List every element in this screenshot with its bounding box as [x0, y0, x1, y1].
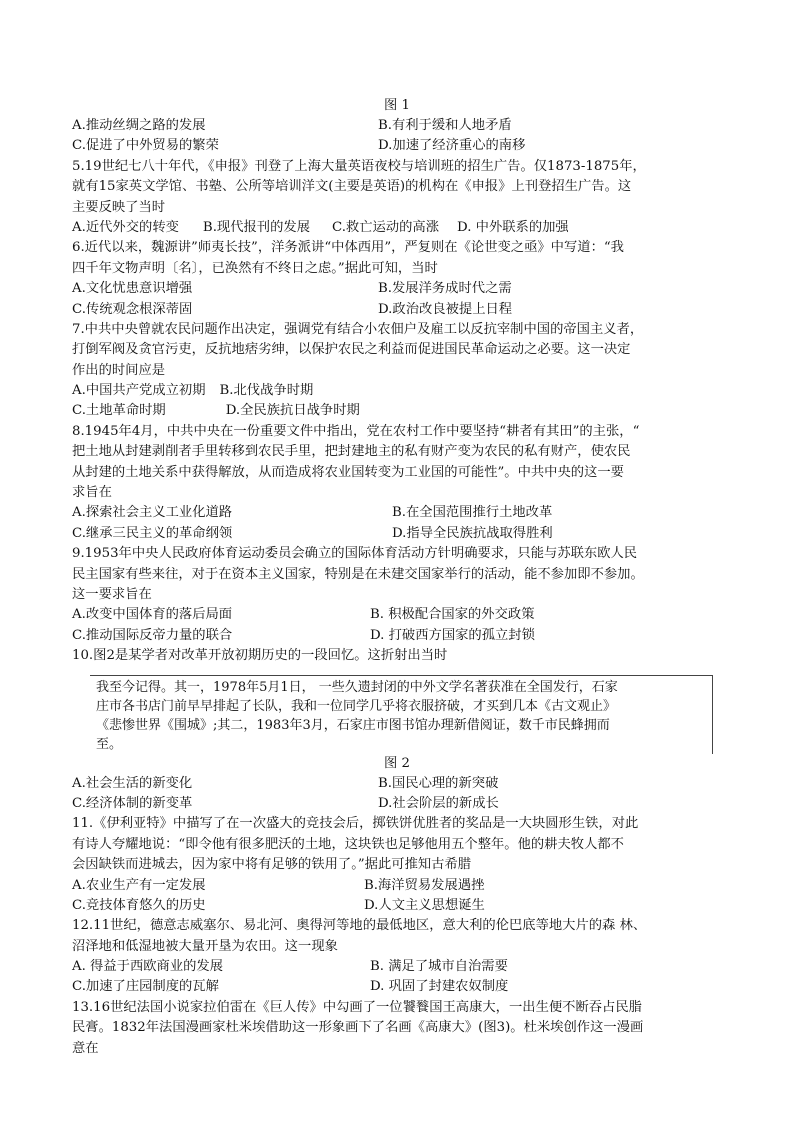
question-9-stem-line: 这一要求旨在 [72, 586, 152, 602]
question-10-stem-line: 10.图2是某学者对改革开放初期历史的一段回忆。这折射出当时 [72, 648, 448, 664]
option-d[interactable]: D.加速了经济重心的南移 [378, 138, 526, 154]
option-a[interactable]: A.探索社会主义工业化道路 [72, 505, 233, 521]
quote-line: 《悲惨世界《围城》;其二，1983年3月，石家庄市图书馆办理新借阅证，数千市民蜂拥而 [96, 717, 610, 733]
option-c[interactable]: C.经济体制的新变革 [72, 795, 193, 811]
question-11 [72, 814, 722, 916]
option-b[interactable]: B.国民心理的新突破 [378, 775, 499, 791]
question-12 [72, 916, 722, 998]
question-5 [72, 157, 722, 239]
question-13 [72, 998, 722, 1059]
quote-line: 我至今记得。其一，1978年5月1日， 一些久遗封闭的中外文学名著获准在全国发行，石家 [96, 679, 618, 695]
question-6 [72, 238, 722, 320]
question-8-stem-line: 求旨在 [72, 485, 112, 501]
option-b[interactable]: B.海洋贸易发展遇挫 [364, 877, 485, 893]
option-c[interactable]: C.加速了庄园制度的瓦解 [72, 979, 219, 995]
figure-2-caption: 图 2 [384, 755, 410, 771]
option-b[interactable]: B. 积极配合国家的外交政策 [370, 607, 535, 623]
option-b[interactable]: B. 满足了城市自治需要 [370, 959, 508, 975]
option-c[interactable]: C.救亡运动的高涨 [332, 219, 440, 235]
exam-page [72, 96, 722, 1059]
option-a[interactable]: A.中国共产党成立初期 [72, 383, 206, 399]
question-7-stem-line: 7.中共中央曾就农民问题作出决定，强调党有结合小农佃户及雇工以反抗宰制中国的帝国主义者， [72, 321, 644, 337]
question-9 [72, 544, 722, 646]
option-a[interactable]: A.社会生活的新变化 [72, 775, 193, 791]
option-a[interactable]: A.改变中国体育的落后局面 [72, 607, 233, 623]
option-b[interactable]: B.现代报刊的发展 [202, 219, 310, 235]
option-b[interactable]: B.发展洋务成时代之需 [378, 281, 512, 297]
question-11-stem-line: 11.《伊利亚特》中描写了在一次盛大的竞技会后，掷铁饼优胜者的奖品是一大块圆形生铁，对此 [72, 816, 639, 832]
question-5-stem-line: 5.19世纪七八十年代，《申报》刊登了上海大量英语夜校与培训班的招生广告。仅1873-1875年， [72, 158, 646, 174]
question-4-options [72, 116, 722, 157]
question-13-stem-line: 意在 [72, 1040, 99, 1056]
option-d[interactable]: D. 打破西方国家的孤立封锁 [370, 627, 535, 643]
question-13-stem-line: 13.16世纪法国小说家拉伯雷在《巨人传》中勾画了一位饕餮国王高康大，一出生便不断吞占民脂 [72, 999, 642, 1015]
question-7-stem-line: 打倒军阀及贪官污吏，反抗地痞劣绅，以保护农民之利益而促进国民革命运动之必要。这一决定 [72, 342, 631, 358]
option-c[interactable]: C.推动国际反帝力量的联合 [72, 627, 233, 643]
option-a[interactable]: A.文化忧患意识增强 [72, 281, 193, 297]
question-9-stem-line: 民主国家有些来往，对于在资本主义国家，特别是在未建交国家举行的活动，能不参加即不参加。 [72, 566, 644, 582]
question-6-stem-line: 6.近代以来，魏源讲”师夷长技”，洋务派讲“中体西用”，严复则在《论世变之亟》中写道：“我 [72, 240, 624, 256]
option-a[interactable]: A.近代外交的转变 [72, 219, 179, 235]
question-12-stem-line: 12.11世纪，德意志威塞尔、易北河、奥得河等地的最低地区，意大利的伦巴底等地大片的森 林、 [72, 918, 647, 934]
question-5-stem-line: 主要反映了当时 [72, 199, 166, 215]
question-11-stem-line: 有诗人夸耀地说：“即令他有很多肥沃的土地，这块铁也足够他用五个整年。他的耕夫牧人都不 [72, 836, 624, 852]
option-b[interactable]: B.有利于缓和人地矛盾 [378, 118, 512, 133]
option-c[interactable]: C.继承三民主义的革命纲领 [72, 525, 233, 541]
option-c[interactable]: C.传统观念根深蒂固 [72, 301, 193, 317]
option-d[interactable]: D.人文主义思想诞生 [364, 897, 485, 913]
question-5-stem-line: 就有15家英文学馆、书塾、公所等培训洋文(主要是英语)的机构在《申报》上刊登招生广告。这 [72, 179, 632, 195]
option-a[interactable]: A. 得益于西欧商业的发展 [72, 959, 224, 975]
option-b[interactable]: B.在全国范围推行土地改革 [392, 505, 553, 521]
option-a[interactable]: A.农业生产有一定发展 [72, 877, 206, 893]
quote-line: 至。 [96, 736, 123, 752]
option-d[interactable]: D.指导全民族抗战取得胜利 [392, 525, 553, 541]
option-d[interactable]: D.全民族抗日战争时期 [225, 403, 360, 419]
option-c[interactable]: C.土地革命时期 [72, 403, 166, 419]
question-9-stem-line: 9.1953年中央人民政府体育运动委员会确立的国际体育活动方针明确要求，只能与苏联东欧人民 [72, 546, 638, 562]
question-6-stem-line: 四千年文物声明〔名〕，已涣然有不终日之虑。”据此可知，当时 [72, 260, 438, 276]
option-c[interactable]: C.竞技体育悠久的历史 [72, 897, 206, 913]
question-8 [72, 422, 722, 544]
option-d[interactable]: D.社会阶层的新成长 [378, 795, 499, 811]
option-d[interactable]: D. 中外联系的加强 [457, 219, 569, 235]
question-7-stem-line: 作出的时间应是 [72, 362, 166, 378]
question-12-stem-line: 沼泽地和低湿地被大量开垦为农田。这一现象 [72, 938, 338, 954]
question-7 [72, 320, 722, 422]
question-10 [72, 646, 722, 814]
option-d[interactable]: D.政治改良被提上日程 [378, 301, 513, 317]
question-8-stem-line: 从封建的土地关系中获得解放，从而造成将农业国转变为工业国的可能性”。中共中央的这一要 [72, 464, 624, 480]
question-13-stem-line: 民膏。1832年法国漫画家杜米埃借助这一形象画下了名画《高康大》(图3)。杜米埃创作这一漫画 [72, 1020, 644, 1036]
figure-2-quote-box [90, 675, 713, 754]
question-11-stem-line: 会因缺铁而进城去，因为家中将有足够的铁用了。”据此可推知古希腊 [72, 857, 472, 873]
quote-line: 庄市各书店门前早早排起了长队，我和一位同学几乎将衣服挤破，才买到几本《古文观止》 [96, 698, 617, 714]
option-b[interactable]: B.北伐战争时期 [219, 383, 314, 399]
figure-1-caption: 图 1 [384, 98, 410, 113]
option-c[interactable]: C.促进了中外贸易的繁荣 [72, 138, 219, 154]
question-8-stem-line: 8.1945年4月，中共中央在一份重要文件中指出，党在农村工作中要坚持“耕者有其田”的主张，“ [72, 423, 640, 439]
question-8-stem-line: 把土地从封建剥削者手里转移到农民手里，把封建地主的私有财产变为农民的私有财产，使农民 [72, 444, 631, 460]
option-a[interactable]: A.推动丝绸之路的发展 [72, 118, 206, 133]
option-d[interactable]: D. 巩固了封建农奴制度 [370, 979, 509, 995]
